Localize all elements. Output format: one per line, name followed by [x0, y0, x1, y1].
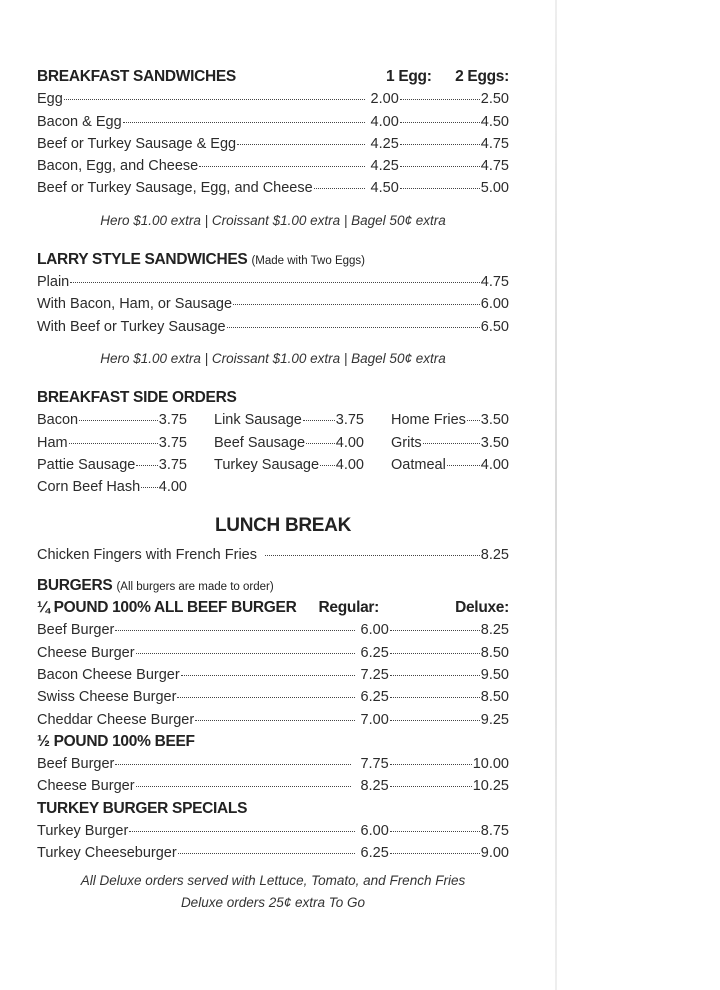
- leader-dots: [400, 99, 480, 100]
- leader-dots: [390, 697, 480, 698]
- quarter-pound-header: [37, 597, 509, 619]
- two-eggs-label: 2 Eggs:: [455, 68, 509, 85]
- item-price-2: 4.75: [480, 158, 509, 175]
- larry-extras-note: Hero $1.00 extra | Croissant $1.00 extra | Bagel 50¢ extra: [100, 350, 446, 366]
- item-price-1: 6.25: [360, 689, 389, 706]
- item-name: Beef Burger: [37, 622, 115, 639]
- item-price: 3.75: [158, 434, 187, 451]
- leader-dots: [390, 630, 480, 631]
- item-price-2: 4.75: [480, 135, 509, 152]
- leader-dots: [390, 653, 480, 654]
- leader-dots: [447, 465, 480, 466]
- item-price-2: 8.50: [480, 644, 509, 661]
- deluxe-note: All Deluxe orders served with Lettuce, Tomato, and French Fries: [80, 872, 466, 888]
- leader-dots: [64, 99, 365, 100]
- leader-dots: [400, 166, 480, 167]
- leader-dots: [390, 675, 480, 676]
- item-price-1: 6.25: [360, 644, 389, 661]
- item-name: Turkey Cheeseburger: [37, 845, 177, 862]
- leader-dots: [390, 786, 472, 787]
- leader-dots: [233, 304, 480, 305]
- item-name: Grits: [391, 434, 422, 451]
- item-price: 4.00: [335, 456, 364, 473]
- item-price: 6.00: [480, 296, 509, 313]
- item-price-1: 6.00: [360, 823, 389, 840]
- item-name: Beef or Turkey Sausage & Egg: [37, 135, 237, 152]
- item-name: Beef Sausage: [214, 434, 306, 451]
- leader-dots: [136, 786, 351, 787]
- lunch-title: LUNCH BREAK: [214, 515, 352, 537]
- item-price-1: 4.50: [370, 180, 399, 197]
- sides-header: [37, 387, 509, 409]
- menu-item-row: [37, 686, 509, 708]
- item-price-1: 7.00: [360, 711, 389, 728]
- leader-dots: [141, 487, 158, 488]
- item-name: Bacon, Egg, and Cheese: [37, 158, 199, 175]
- item-name: Pattie Sausage: [37, 456, 136, 473]
- menu-item-row: [37, 619, 509, 641]
- leader-dots: [400, 188, 480, 189]
- menu-item-row: [37, 293, 509, 315]
- sides-column-2: [214, 409, 364, 498]
- breakfast-extras-note: Hero $1.00 extra | Croissant $1.00 extra | Bagel 50¢ extra: [100, 212, 446, 228]
- item-price: 3.50: [480, 434, 509, 451]
- item-name: Turkey Burger: [37, 823, 129, 840]
- larry-subtitle: (Made with Two Eggs): [251, 254, 365, 267]
- item-price-1: 4.25: [370, 135, 399, 152]
- item-price-1: 8.25: [360, 778, 389, 795]
- deluxe-label: Deluxe:: [455, 599, 509, 617]
- leader-dots: [181, 675, 355, 676]
- item-name: Link Sausage: [214, 412, 302, 429]
- item-price-2: 8.25: [480, 622, 509, 639]
- item-price: 6.50: [480, 318, 509, 335]
- menu-content: [37, 66, 509, 914]
- item-price: 3.50: [480, 412, 509, 429]
- leader-dots: [237, 144, 365, 145]
- item-price: 4.75: [480, 274, 509, 291]
- menu-item-row: [37, 133, 509, 155]
- turkey-title: TURKEY BURGER SPECIALS: [37, 799, 248, 817]
- item-price-2: 10.00: [472, 756, 509, 773]
- item-price-1: 6.25: [360, 845, 389, 862]
- regular-label: Regular:: [318, 599, 379, 617]
- item-price-1: 7.25: [360, 666, 389, 683]
- leader-dots: [79, 420, 158, 421]
- leader-dots: [306, 443, 335, 444]
- larry-list: [37, 271, 509, 338]
- menu-item-row: [37, 432, 187, 454]
- menu-item-row: [37, 476, 187, 498]
- menu-item-row: [37, 271, 509, 293]
- menu-item-row: [37, 88, 509, 110]
- item-price-1: 6.00: [360, 622, 389, 639]
- item-price-2: 8.50: [480, 689, 509, 706]
- menu-item-row: [37, 664, 509, 686]
- item-name: Beef Burger: [37, 756, 115, 773]
- item-name: Home Fries: [391, 412, 466, 429]
- leader-dots: [178, 853, 355, 854]
- leader-dots: [70, 282, 480, 283]
- leader-dots: [136, 653, 355, 654]
- leader-dots: [390, 720, 480, 721]
- item-price: 3.75: [158, 412, 187, 429]
- item-price: 4.00: [335, 434, 364, 451]
- item-price-2: 9.00: [480, 845, 509, 862]
- breakfast-list: [37, 88, 509, 199]
- leader-dots: [199, 166, 365, 167]
- item-price-2: 9.50: [480, 666, 509, 683]
- item-name: Cheese Burger: [37, 644, 135, 661]
- item-price-1: 7.75: [360, 756, 389, 773]
- menu-item-row: [37, 316, 509, 338]
- sides-grid: [37, 409, 509, 498]
- leader-dots: [400, 122, 480, 123]
- turkey-header: [37, 798, 509, 820]
- item-name: Turkey Sausage: [214, 456, 320, 473]
- menu-item-row: [214, 409, 364, 431]
- larry-header: [37, 249, 509, 271]
- menu-item-row: [214, 432, 364, 454]
- leader-dots: [136, 465, 157, 466]
- item-name: Cheddar Cheese Burger: [37, 711, 195, 728]
- breakfast-header: [37, 66, 509, 88]
- sides-column-1: [37, 409, 187, 498]
- breakfast-title: BREAKFAST SANDWICHES: [37, 68, 236, 85]
- item-name: Cheese Burger: [37, 778, 135, 795]
- menu-item-row: [37, 642, 509, 664]
- item-name: Oatmeal: [391, 456, 446, 473]
- menu-item-row: [391, 409, 509, 431]
- item-name: Bacon Cheese Burger: [37, 666, 180, 683]
- leader-dots: [423, 443, 480, 444]
- item-price-2: 4.50: [480, 113, 509, 130]
- item-price-1: 4.25: [370, 158, 399, 175]
- menu-item-row: [37, 842, 509, 864]
- item-price-2: 5.00: [480, 180, 509, 197]
- item-price: 3.75: [158, 456, 187, 473]
- item-price: 4.00: [480, 456, 509, 473]
- leader-dots: [314, 188, 365, 189]
- menu-item-row: [37, 820, 509, 842]
- page-edge: [555, 0, 557, 990]
- leader-dots: [177, 697, 354, 698]
- leader-dots: [467, 420, 480, 421]
- item-price-2: 2.50: [480, 91, 509, 108]
- leader-dots: [69, 443, 158, 444]
- menu-item-row: [37, 155, 509, 177]
- item-price-2: 10.25: [472, 778, 509, 795]
- lunch-item-name: Chicken Fingers with French Fries: [37, 547, 257, 564]
- larry-title: LARRY STYLE SANDWICHES: [37, 250, 248, 268]
- item-name: Beef or Turkey Sausage, Egg, and Cheese: [37, 180, 313, 197]
- item-name: Ham: [37, 434, 68, 451]
- item-price-2: 9.25: [480, 711, 509, 728]
- half-pound-title: ½ POUND 100% BEEF: [37, 732, 195, 750]
- lunch-item-price: 8.25: [480, 547, 509, 564]
- menu-item-row: [37, 709, 509, 731]
- leader-dots: [303, 420, 335, 421]
- menu-item-row: [391, 432, 509, 454]
- half-pound-header: [37, 731, 509, 753]
- item-name: With Beef or Turkey Sausage: [37, 318, 226, 335]
- menu-item-row: [37, 753, 509, 775]
- item-name: Plain: [37, 274, 70, 291]
- item-name: With Bacon, Ham, or Sausage: [37, 296, 233, 313]
- item-price: 3.75: [335, 412, 364, 429]
- leader-dots: [320, 465, 335, 466]
- menu-item-row: [37, 775, 509, 797]
- menu-item-row: [37, 177, 509, 199]
- burgers-subtitle: (All burgers are made to order): [116, 580, 274, 593]
- leader-dots: [265, 555, 480, 556]
- leader-dots: [123, 122, 365, 123]
- quarter-pound-list: [37, 619, 509, 730]
- sides-column-3: [391, 409, 509, 498]
- item-name: Corn Beef Hash: [37, 479, 141, 496]
- one-egg-label: 1 Egg:: [386, 68, 432, 85]
- leader-dots: [129, 831, 354, 832]
- item-price-2: 8.75: [480, 823, 509, 840]
- item-name: Bacon: [37, 412, 79, 429]
- quarter-pound-title: ¼ POUND 100% ALL BEEF BURGER: [37, 599, 297, 617]
- leader-dots: [390, 764, 472, 765]
- sides-title: BREAKFAST SIDE ORDERS: [37, 388, 237, 406]
- lunch-item: [37, 544, 509, 566]
- item-name: Swiss Cheese Burger: [37, 689, 177, 706]
- item-price-1: 4.00: [370, 113, 399, 130]
- leader-dots: [390, 853, 480, 854]
- item-price-1: 2.00: [370, 91, 399, 108]
- turkey-list: [37, 820, 509, 865]
- leader-dots: [227, 327, 480, 328]
- item-name: Egg: [37, 91, 63, 108]
- leader-dots: [390, 831, 480, 832]
- leader-dots: [115, 630, 354, 631]
- item-price: 4.00: [158, 479, 187, 496]
- leader-dots: [115, 764, 350, 765]
- menu-item-row: [37, 111, 509, 133]
- menu-item-row: [37, 454, 187, 476]
- menu-item-row: [214, 454, 364, 476]
- leader-dots: [195, 720, 355, 721]
- burgers-title: BURGERS: [37, 576, 113, 594]
- burgers-header: [37, 575, 509, 597]
- half-pound-list: [37, 753, 509, 798]
- leader-dots: [400, 144, 480, 145]
- to-go-note: Deluxe orders 25¢ extra To Go: [180, 894, 366, 910]
- item-name: Bacon & Egg: [37, 113, 122, 130]
- menu-item-row: [391, 454, 509, 476]
- menu-item-row: [37, 409, 187, 431]
